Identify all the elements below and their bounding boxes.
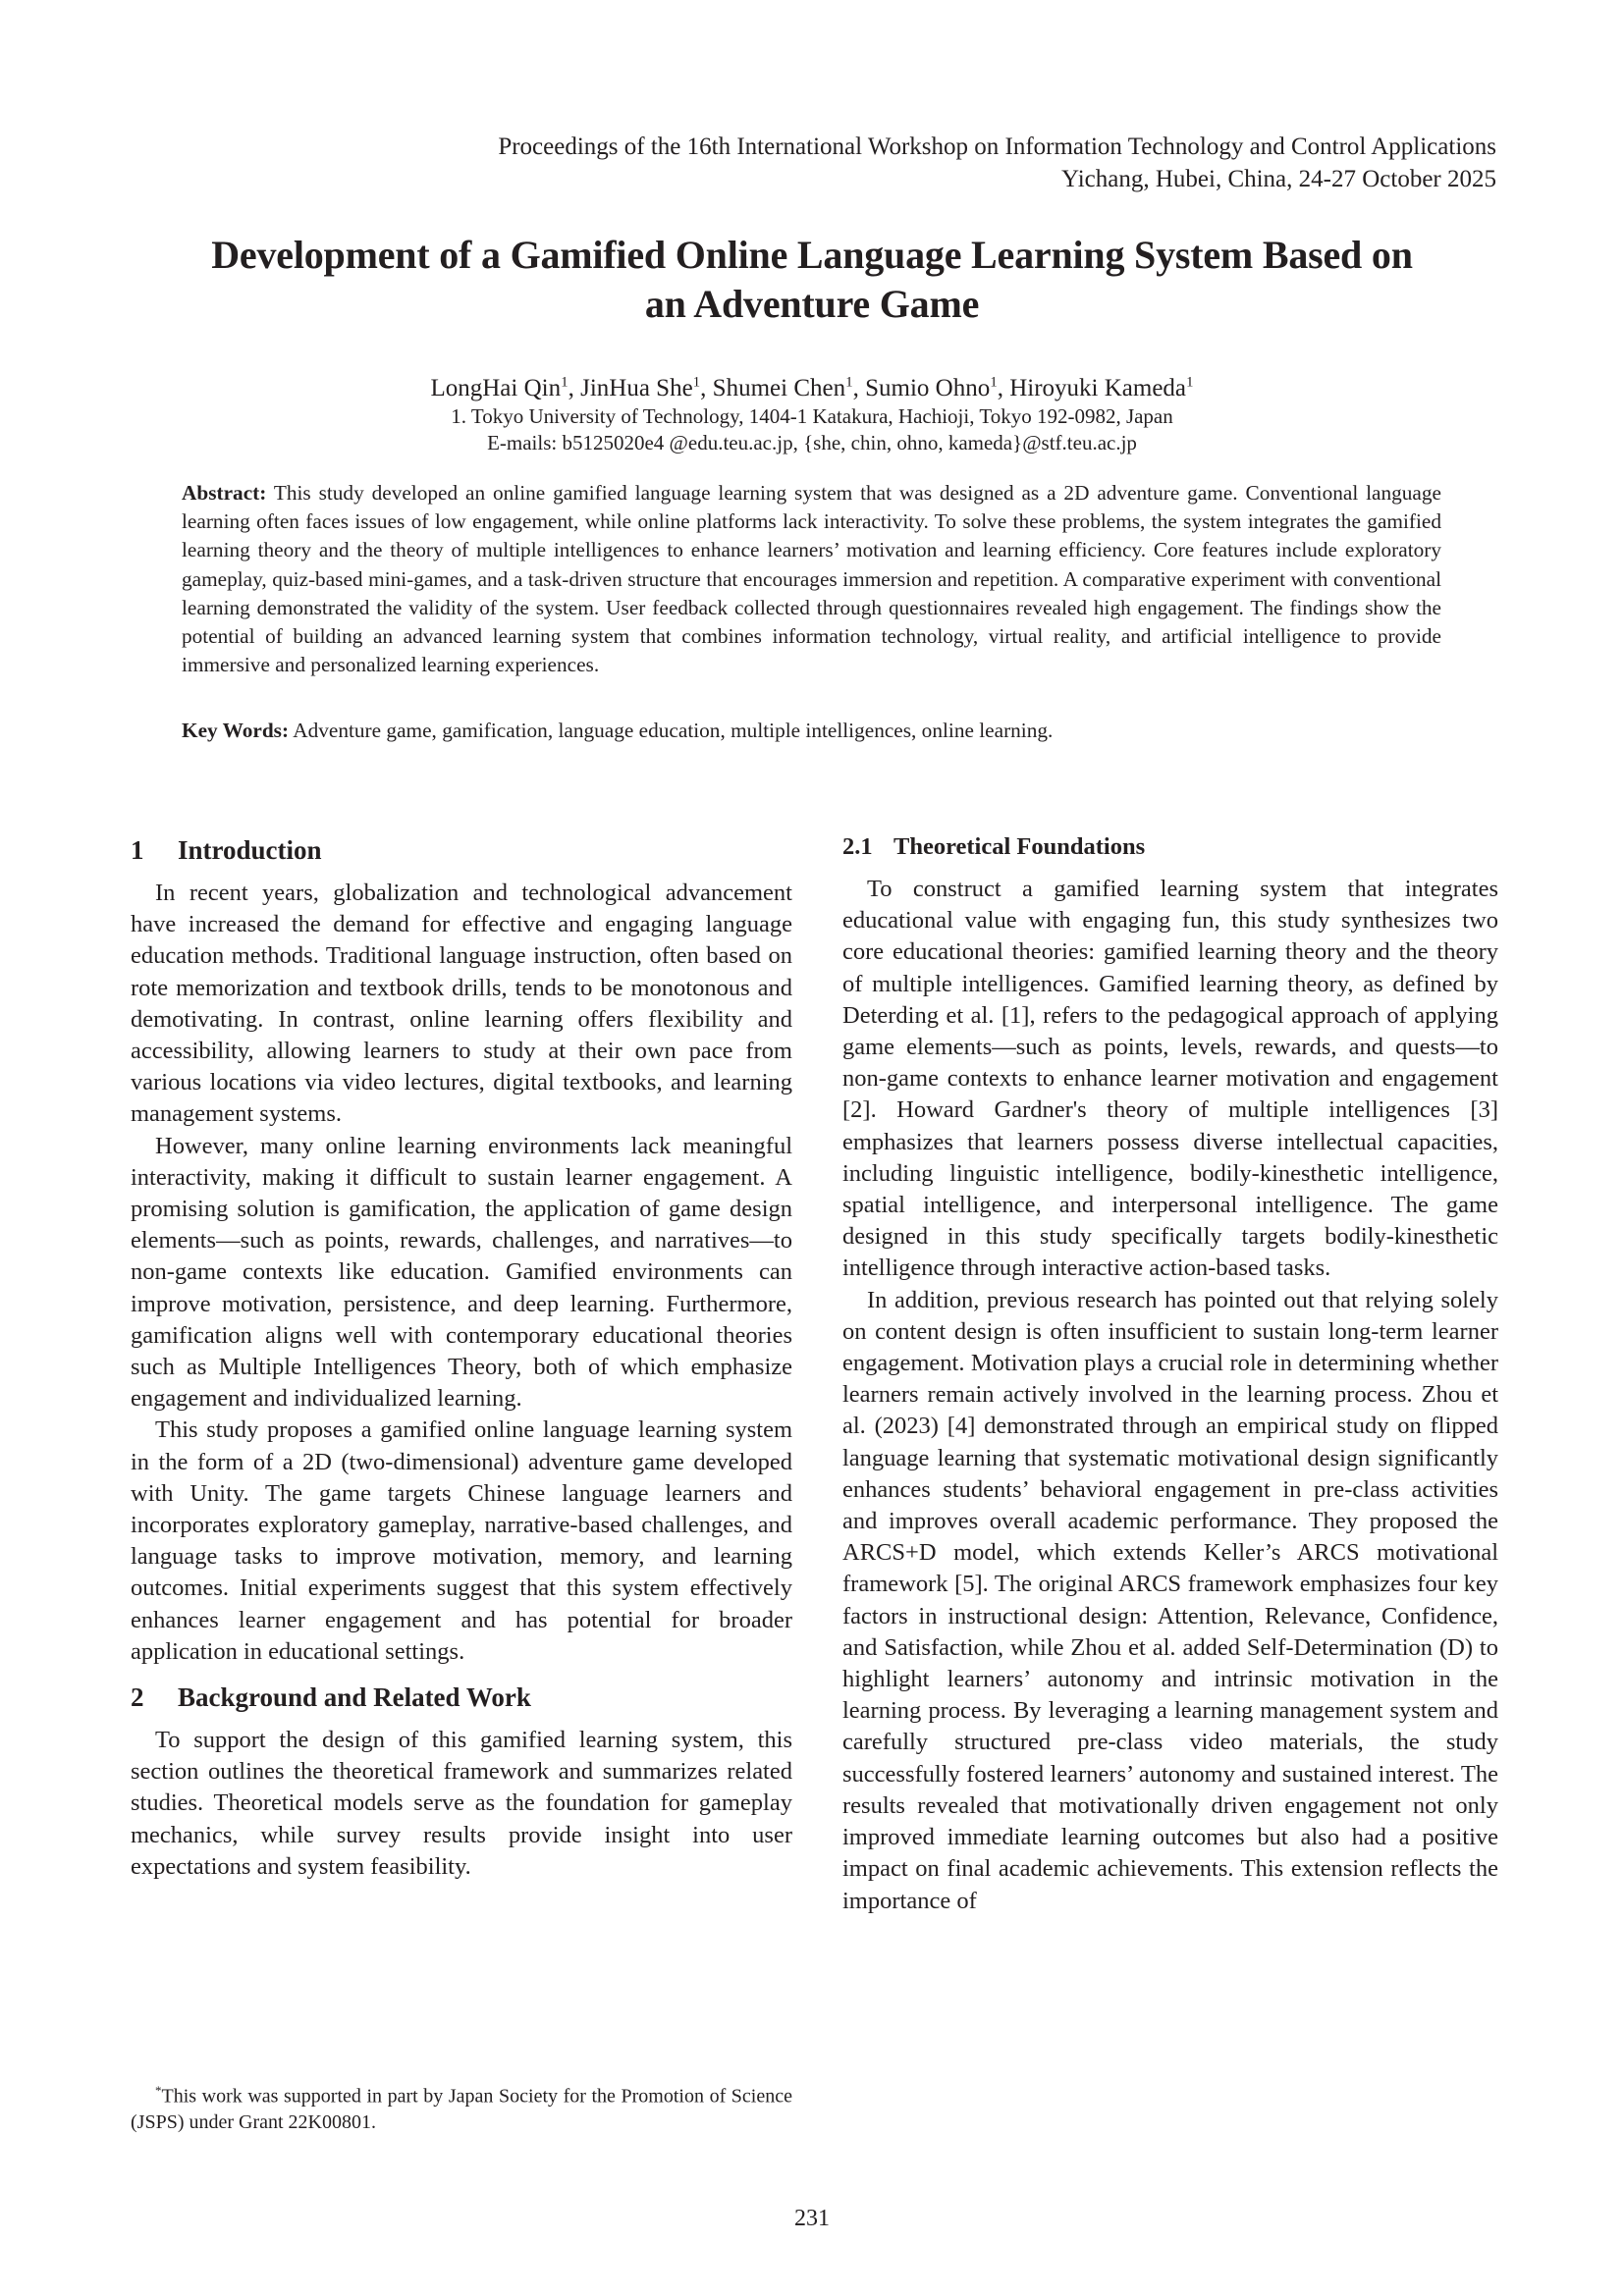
author: Hiroyuki Kameda$^1$ — [1009, 375, 1194, 402]
title-line-2: an Adventure Game — [644, 282, 980, 326]
subsection-heading-theoretical-foundations: 2.1 Theoretical Foundations — [842, 833, 1146, 860]
paragraph: This study proposes a gamified online language learning system in the form of a 2D (two-dimensional) adventure game developed with Unity. The game targets Chinese language learners and incorporates exploratory gameplay, narrative-based challenges, and language tasks to improve motivation, memory, and learning outcomes. Initial experiments suggest that this system effectively enhances learner engagement and has potential for broader application in educational settings. — [131, 1416, 792, 1665]
page-number: 231 — [794, 2206, 830, 2231]
abstract — [182, 479, 1441, 679]
title-line-1: Development of a Gamified Online Language Learning System Based on — [211, 233, 1413, 277]
keywords — [182, 717, 1441, 745]
paragraph: To construct a gamified learning system that integrates educational value with engaging fun, this study synthesizes two core educational theories: gamified learning theory and the theory of multiple intelligences. Gamified learning theory, as defined by Deterding et al. [1], refers to the pedagogical approach of applying game elements—such as points, levels, rewards, and quests—to non-game contexts to enhance learner motivation and engagement [2]. Howard Gardner's theory of multiple intelligences [3] emphasizes that learners possess diverse intellectual capacities, including linguistic intelligence, bodily-kinesthetic intelligence, spatial intelligence, and interpersonal intelligence. The game designed in this study specifically targets bodily-kinesthetic intelligence through interactive action-based tasks. — [842, 876, 1498, 1282]
author: Shumei Chen$^1$, — [712, 375, 866, 402]
funding-footnote — [131, 2078, 792, 2135]
header-line-1: Proceedings of the 16th International Workshop on Information Technology and Control Applications — [498, 133, 1496, 160]
author: LongHai Qin$^1$, — [430, 375, 581, 402]
keywords-text: Adventure game, gamification, language education, multiple intelligences, online learning. — [293, 719, 1054, 742]
author-list — [118, 367, 1506, 404]
paragraph: To support the design of this gamified learning system, this section outlines the theoretical framework and summarizes related studies. Theoretical models serve as the foundation for gameplay mechanics, while survey results provide insight into user expectations and system feasibility. — [131, 1727, 792, 1880]
proceedings-header — [498, 131, 1496, 195]
footnote-mark: * — [155, 2083, 162, 2098]
right-column — [842, 832, 1498, 1917]
keywords-label: Key Words: — [182, 719, 290, 742]
abstract-text: This study developed an online gamified language learning system that was designed as a 2D adventure game. Conventional language learning often faces issues of low engagement, while online platforms lack interactivity. To solve these problems, the system integrates the gamified learning theory and the theory of multiple intelligences to enhance learners’ motivation and learning efficiency. Core features include exploratory gameplay, quiz-based mini-games, and a task-driven structure that encourages immersion and repetition. A comparative experiment with conventional learning demonstrated the validity of the system. User feedback collected through questionnaires revealed high engagement. The findings show the potential of building an advanced learning system that combines information technology, virtual reality, and artificial intelligence to provide immersive and personalized learning experiences. — [182, 481, 1441, 677]
paragraph: However, many online learning environments lack meaningful interactivity, making it difficult to sustain learner engagement. A promising solution is gamification, the application of game design elements—such as points, rewards, challenges, and narratives—to non-game contexts like education. Gamified environments can improve motivation, persistence, and deep learning. Furthermore, gamification aligns well with contemporary educational theories such as Multiple Intelligences Theory, both of which emphasize engagement and individualized learning. — [131, 1132, 792, 1413]
header-line-2: Yichang, Hubei, China, 24-27 October 2025 — [1061, 166, 1496, 192]
section-heading-background: 2 Background and Related Work — [131, 1682, 531, 1713]
abstract-label: Abstract: — [182, 481, 267, 505]
paper-title — [118, 231, 1506, 329]
section-heading-introduction: 1 Introduction — [131, 835, 322, 865]
left-column — [131, 834, 792, 1883]
author: JinHua She$^1$, — [580, 375, 713, 402]
author: Sumio Ohno$^1$, — [865, 375, 1010, 402]
paragraph: In recent years, globalization and technological advancement have increased the demand for effective and engaging language education methods. Traditional language instruction, often based on rote memorization and textbook drills, tends to be monotonous and demotivating. In contrast, online learning offers flexibility and accessibility, allowing learners to study at their own pace from various locations via video lectures, digital textbooks, and learning management systems. — [131, 880, 792, 1128]
affiliation: 1. Tokyo University of Technology, 1404-1 Katakura, Hachioji, Tokyo 192-0982, Japan — [451, 404, 1173, 428]
footnote-text: This work was supported in part by Japan Society for the Promotion of Science (JSPS) under Grant 22K00801. — [131, 2085, 792, 2133]
author-emails: E-mails: b5125020e4 @edu.teu.ac.jp, {she, chin, ohno, kameda}@stf.teu.ac.jp — [487, 431, 1137, 454]
paragraph: In addition, previous research has pointed out that relying solely on content design is often insufficient to sustain long-term learner engagement. Motivation plays a crucial role in determining whether learners remain actively involved in the learning process. Zhou et al. (2023) [4] demonstrated through an empirical study on flipped language learning that systematic motivational design significantly enhances students’ behavioral engagement in pre-class activities and improves overall academic performance. They proposed the ARCS+D model, which extends Keller’s ARCS motivational framework [5]. The original ARCS framework emphasizes four key factors in instructional design: Attention, Relevance, Confidence, and Satisfaction, while Zhou et al. added Self-Determination (D) to highlight learners’ autonomy and intrinsic motivation in the learning process. By leveraging a learning management system and carefully structured pre-class video materials, the study successfully fostered learners’ autonomy and sustained interest. The results revealed that motivationally driven engagement not only improved immediate learning outcomes but also had a positive impact on final academic achievements. This extension reflects the importance of — [842, 1286, 1498, 1914]
